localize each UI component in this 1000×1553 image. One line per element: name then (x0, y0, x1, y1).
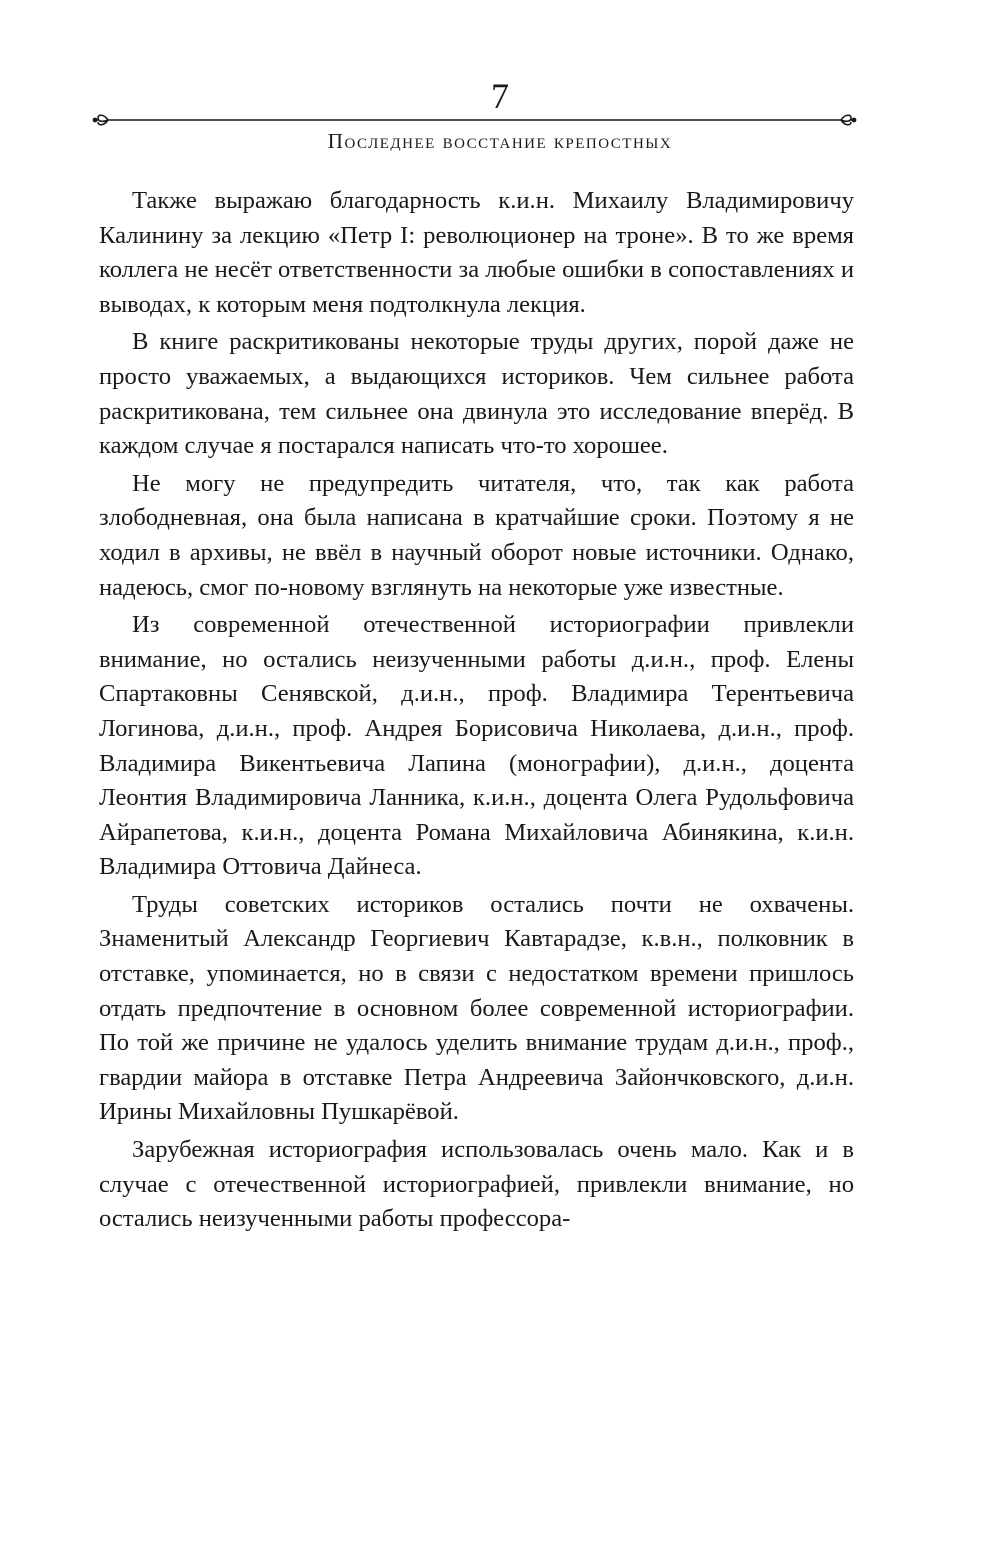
paragraph: Зарубежная историография использовалась очень мало. Как и в случае с отечественной историографией, привлекли внимание, но остались неизученными работы профессора- (99, 1136, 854, 1233)
running-title: Последнее восстание крепостных (327, 129, 673, 153)
page-number: 7 (491, 76, 509, 116)
paragraph: В книге раскритикованы некоторые труды других, порой даже не просто уважаемых, а выдающихся историков. Чем сильнее работа раскритикована, тем сильнее она двинула это исследование вперёд. В каждом случае я постарался написать что-то хорошее. (99, 328, 854, 460)
body-text (99, 184, 854, 1240)
paragraph: Труды советских историков остались почти не охвачены. Знаменитый Александр Георгиевич Кавтарадзе, к.в.н., полковник в отставке, упоминается, но в связи с недостатком времени пришлось отдать предпочтение в основном более современной историографии. По той же причине не удалось уделить внимание трудам д.и.н., проф., гвардии майора в отставке Петра Андреевича Зайончковского, д.и.н. Ирины Михайловны Пушкарёвой. (99, 890, 854, 1126)
paragraph: Также выражаю благодарность к.и.н. Михаилу Владимировичу Калинину за лекцию «Петр I: революционер на троне». В то же время коллега не несёт ответственности за любые ошибки в сопоставлениях и выводах, к которым меня подтолкнула лекция. (99, 187, 854, 318)
paragraph: Не могу не предупредить читателя, что, так как работа злободневная, она была написана в кратчайшие сроки. Поэтому я не ходил в архивы, не ввёл в научный оборот новые источники. Однако, надеюсь, смог по-новому взглянуть на некоторые уже известные. (99, 469, 854, 601)
paragraph: Из современной отечественной историографии привлекли внимание, но остались неизученными работы д.и.н., проф. Елены Спартаковны Сенявской, д.и.н., проф. Владимира Терентьевича Логинова, д.и.н., проф. Андрея Борисовича Николаева, д.и.н., проф. Владимира Викентьевича Лапина (монографии), д.и.н., доцента Леонтия Владимировича Ланника, к.и.н., доцента Олега Рудольфовича Айрапетова, к.и.н., доцента Романа Михайловича Абинякина, к.и.н. Владимира Оттовича Дайнеса. (99, 611, 854, 881)
